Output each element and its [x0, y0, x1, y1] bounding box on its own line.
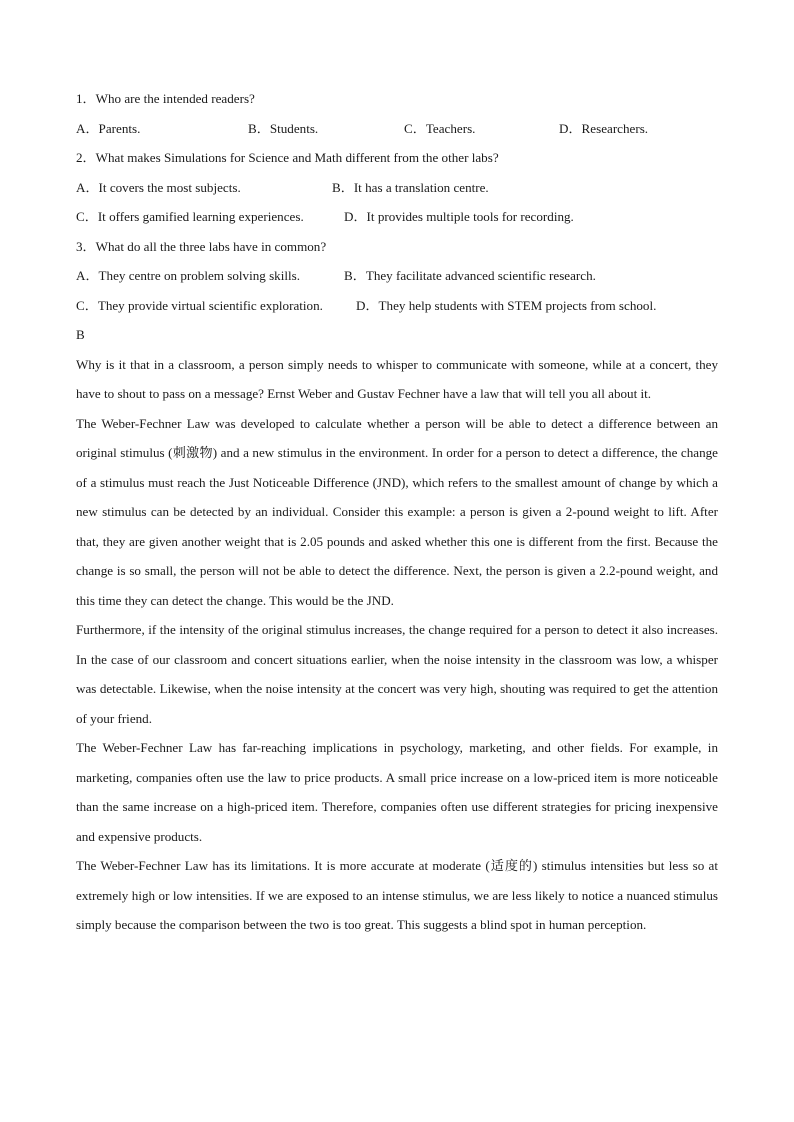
question-1-stem: 1．Who are the intended readers? [76, 91, 255, 106]
question-1-option-c: C．Teachers. [404, 120, 476, 136]
question-1-option-d: D．Researchers. [559, 120, 649, 136]
question-3-options-row-2 [76, 291, 718, 321]
question-3-options-row-1 [76, 261, 718, 291]
document-body [76, 84, 718, 940]
section-label: B [76, 327, 85, 342]
passage-paragraph-1: Why is it that in a classroom, a person simply needs to whisper to communicate with someone, while at a concert, they have to shout to pass on a message? Ernst Weber and Gustav Fechner have a law that will tell you all about it. [76, 356, 718, 401]
question-2-option-c: C．It offers gamified learning experiences. [76, 209, 304, 224]
question-3-option-b: B．They facilitate advanced scientific research. [344, 268, 596, 283]
question-2-option-b: B．It has a translation centre. [332, 179, 489, 195]
question-1-options [76, 114, 718, 144]
question-1-option-a: A．Parents. [76, 120, 141, 136]
question-3-stem: 3．What do all the three labs have in common? [76, 238, 327, 254]
question-2-options-row-2 [76, 202, 718, 232]
passage-paragraph-5: The Weber-Fechner Law has its limitations. It is more accurate at moderate (适度的) stimulus intensities but less so at extremely high or low intensities. If we are exposed to an intense stimulus, we are less likely to notice a nuanced stimulus simply because the comparison between the two is too great. This suggests a blind spot in human perception. [76, 858, 718, 932]
question-3-option-d: D．They help students with STEM projects from school. [356, 297, 657, 313]
question-2-option-a: A．It covers the most subjects. [76, 179, 241, 195]
question-3-option-a: A．They centre on problem solving skills. [76, 268, 301, 283]
question-2-option-d: D．It provides multiple tools for recording. [344, 209, 574, 224]
question-3-option-c: C．They provide virtual scientific exploration. [76, 297, 323, 313]
question-1-option-b: B．Students. [248, 120, 319, 136]
passage-paragraph-4: The Weber-Fechner Law has far-reaching implications in psychology, marketing, and other fields. For example, in marketing, companies often use the law to price products. A small price increase on a low-priced item is more noticeable than the same increase on a high-priced item. Therefore, companies often use different strategies for pricing inexpensive and expensive products. [76, 740, 718, 844]
question-2-options-row-1 [76, 173, 718, 203]
passage-paragraph-3: Furthermore, if the intensity of the original stimulus increases, the change required for a person to detect it also increases. In the case of our classroom and concert situations earlier, when the noise intensity in the classroom was low, a whisper was detectable. Likewise, when the noise intensity at the concert was very high, shouting was required to get the attention of your friend. [76, 622, 718, 726]
passage-paragraph-2: The Weber-Fechner Law was developed to calculate whether a person will be able to detect a difference between an original stimulus (刺激物) and a new stimulus in the environment. In order for a person to detect a difference, the change of a stimulus must reach the Just Noticeable Difference (JND), which refers to the smallest amount of change by which a new stimulus can be detected by an individual. Consider this example: a person is given a 2-pound weight to lift. After that, they are given another weight that is 2.05 pounds and asked whether this one is different from the first. Because the change is so small, the person will not be able to detect the difference. Next, the person is given a 2.2-pound weight, and this time they can detect the change. This would be the JND. [76, 415, 718, 608]
question-2-stem: 2．What makes Simulations for Science and Math different from the other labs? [76, 150, 499, 165]
